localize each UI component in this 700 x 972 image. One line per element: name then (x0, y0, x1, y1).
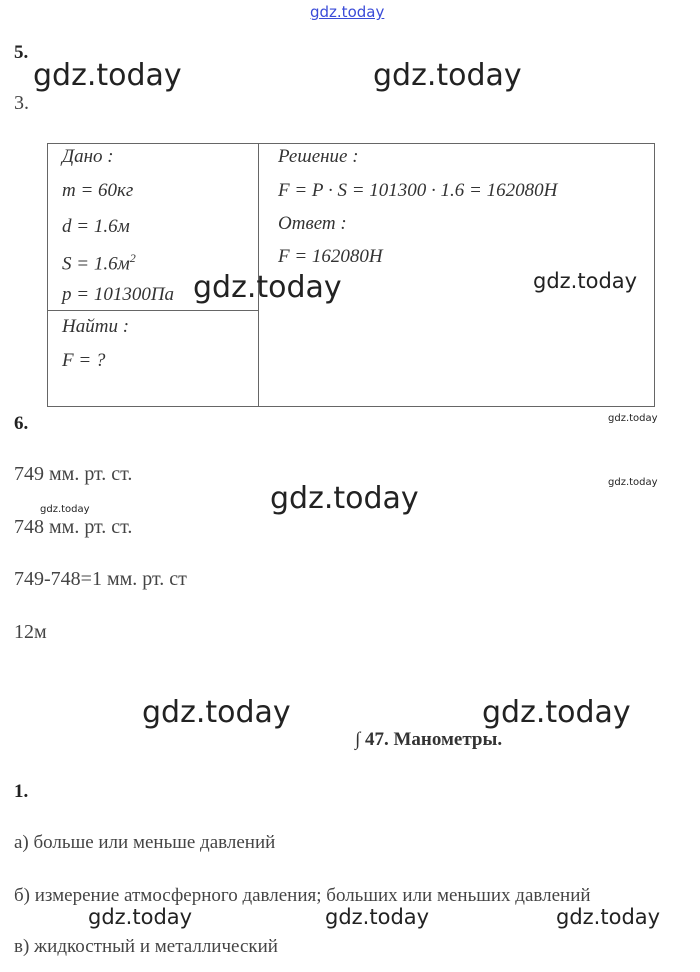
watermark-large: gdz.today (142, 695, 291, 730)
section-heading: ∫ 47. Манометры. (355, 729, 503, 750)
answer-title: Ответ : (278, 213, 347, 234)
watermark-small: gdz.today (40, 504, 90, 515)
given-area (62, 251, 136, 275)
watermark-large: gdz.today (270, 481, 419, 516)
watermark-large: gdz.today (33, 58, 182, 93)
given-area-exponent: 2 (129, 251, 136, 265)
solution-title: Решение : (278, 146, 359, 167)
watermark-medium: gdz.today (556, 905, 661, 929)
find-value: F = ? (62, 350, 106, 371)
task-6-line: 748 мм. рт. ст. (14, 516, 133, 538)
watermark-medium: gdz.today (533, 269, 638, 293)
task-5-number: 5. (14, 42, 29, 63)
task-1-number: 1. (14, 781, 29, 802)
given-mass: m = 60кг (62, 180, 134, 201)
given-diameter: d = 1.6м (62, 216, 130, 237)
find-title: Найти : (62, 316, 130, 337)
task-5-subnumber: 3. (14, 92, 29, 114)
task-1-line: в) жидкостный и металлический (14, 936, 278, 957)
answer-value: F = 162080H (278, 246, 383, 267)
task-6-number: 6. (14, 413, 29, 434)
watermark-medium: gdz.today (325, 905, 430, 929)
table-divider-horizontal (47, 310, 258, 311)
task-6-line: 12м (14, 621, 47, 643)
given-pressure: p = 101300Па (62, 284, 175, 305)
watermark-large: gdz.today (482, 695, 631, 730)
given-area-text: S = 1.6м (62, 253, 130, 275)
watermark-top: gdz.today (310, 3, 385, 21)
task-1-line: б) измерение атмосферного давления; больших или меньших давлений (14, 885, 591, 906)
task-1-line: а) больше или меньше давлений (14, 832, 276, 853)
given-title: Дано : (62, 146, 114, 167)
watermark-medium: gdz.today (88, 905, 193, 929)
watermark-small: gdz.today (608, 477, 658, 488)
task-6-line: 749 мм. рт. ст. (14, 463, 133, 485)
solution-formula: F = P · S = 101300 · 1.6 = 162080H (278, 180, 558, 201)
watermark-large: gdz.today (193, 270, 342, 305)
task-6-line: 749-748=1 мм. рт. ст (14, 568, 187, 590)
watermark-small: gdz.today (608, 413, 658, 424)
watermark-large: gdz.today (373, 58, 522, 93)
